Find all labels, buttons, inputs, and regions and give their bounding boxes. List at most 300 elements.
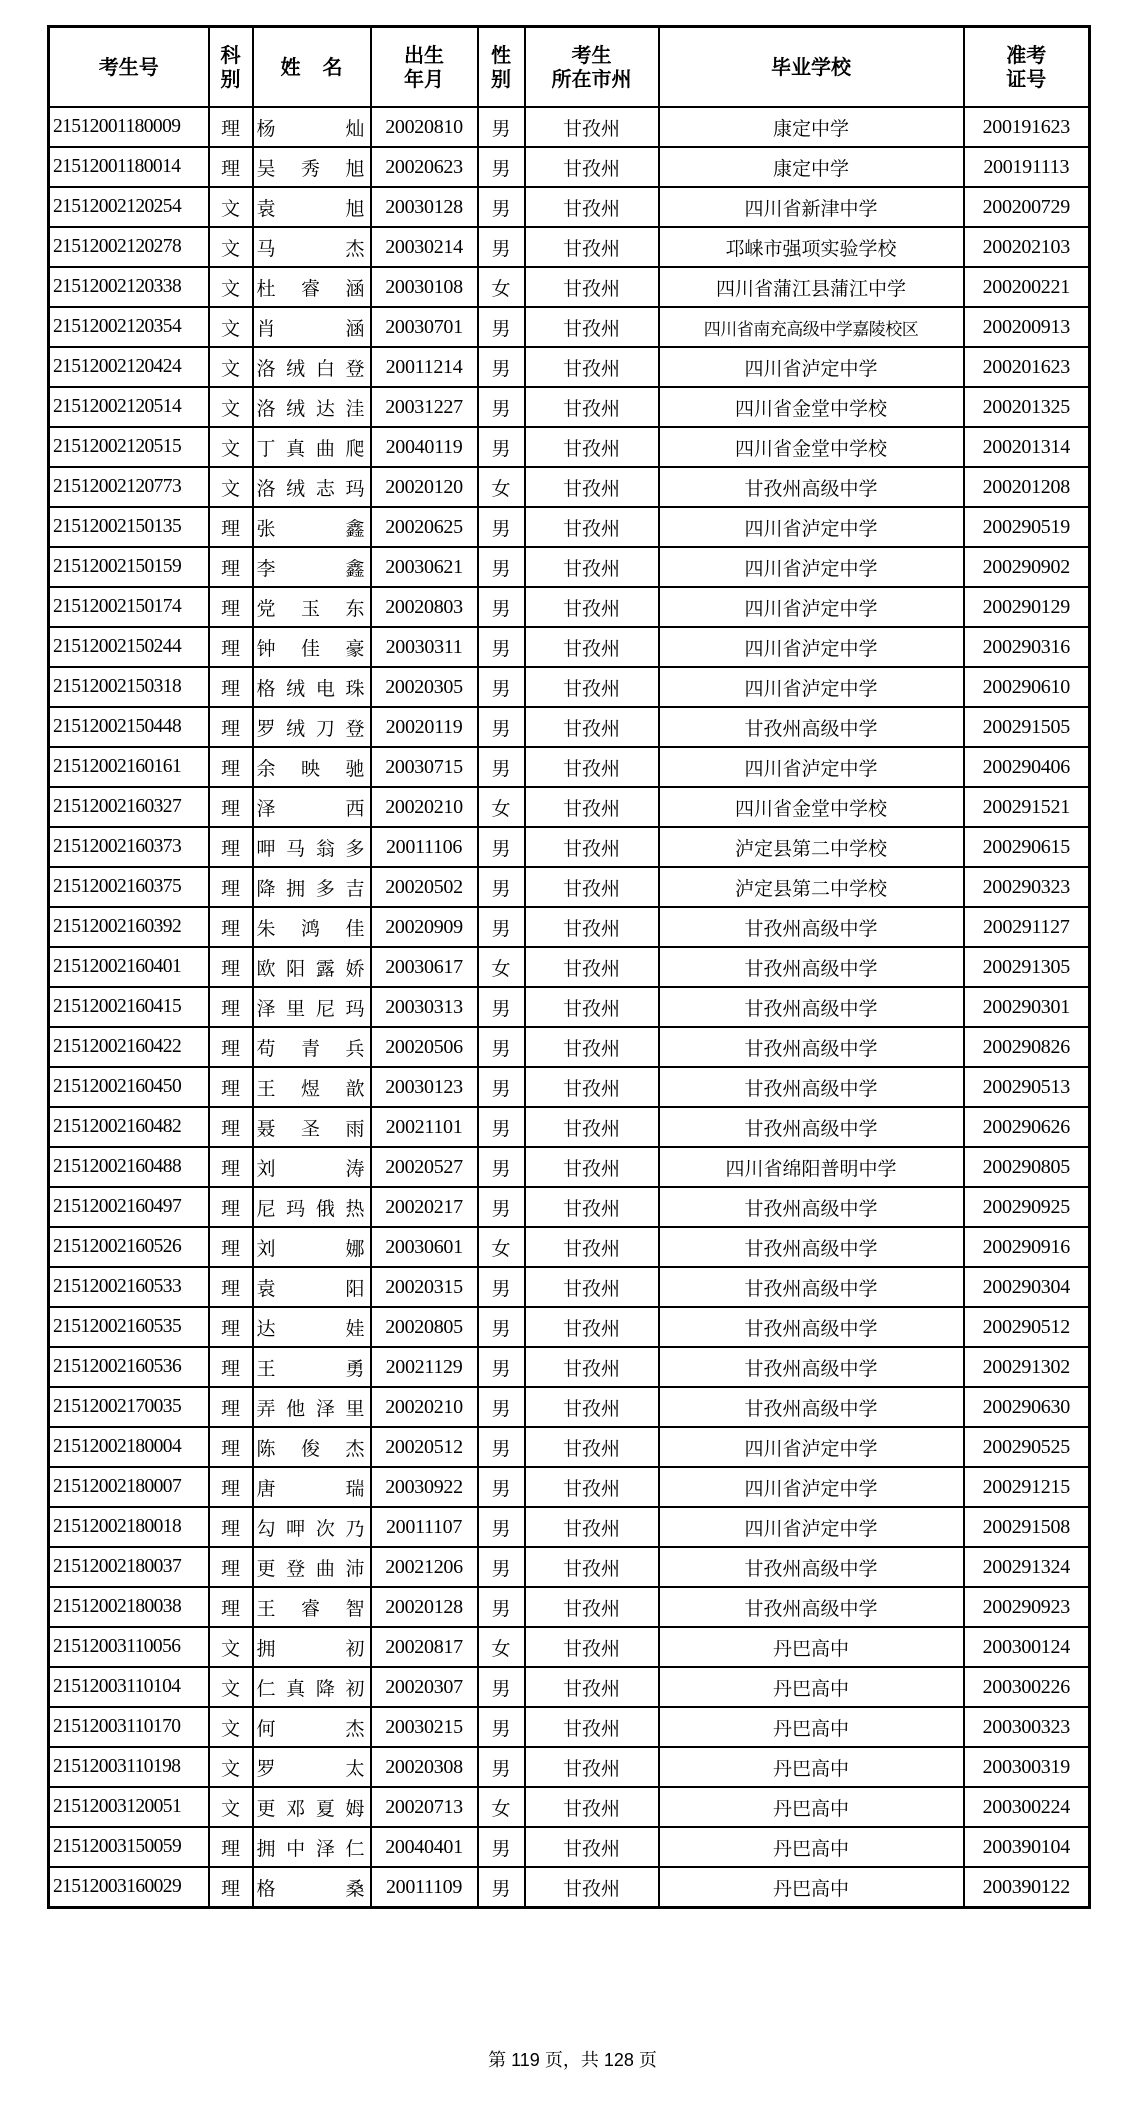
cell-school: 四川省南充高级中学嘉陵校区 xyxy=(659,307,964,347)
cell-admission-no: 200300323 xyxy=(964,1707,1090,1747)
table-row xyxy=(49,1707,1090,1747)
header-subject-text: 科 别 xyxy=(220,43,241,91)
table-row xyxy=(49,547,1090,587)
cell-exam-no: 21512002160375 xyxy=(49,867,209,907)
header-gender-text: 性 别 xyxy=(491,43,511,91)
cell-name: 刘 涛 xyxy=(253,1147,371,1187)
header-birth-text: 出生 年月 xyxy=(404,43,444,91)
cell-name: 罗 绒 刀 登 xyxy=(253,707,371,747)
cell-gender: 女 xyxy=(478,947,525,987)
table-row xyxy=(49,667,1090,707)
cell-exam-no: 21512003110104 xyxy=(49,1667,209,1707)
cell-school: 邛崃市强项实验学校 xyxy=(659,227,964,267)
cell-city: 甘孜州 xyxy=(525,1747,659,1787)
table-row xyxy=(49,867,1090,907)
cell-birth: 20030922 xyxy=(371,1467,478,1507)
cell-admission-no: 200290826 xyxy=(964,1027,1090,1067)
cell-admission-no: 200291305 xyxy=(964,947,1090,987)
cell-name: 王 煜 歆 xyxy=(253,1067,371,1107)
cell-exam-no: 21512003110198 xyxy=(49,1747,209,1787)
cell-exam-no: 21512002160373 xyxy=(49,827,209,867)
cell-city: 甘孜州 xyxy=(525,1107,659,1147)
cell-city: 甘孜州 xyxy=(525,467,659,507)
table-row xyxy=(49,827,1090,867)
cell-school: 四川省新津中学 xyxy=(659,187,964,227)
cell-school: 甘孜州高级中学 xyxy=(659,1107,964,1147)
cell-school: 丹巴高中 xyxy=(659,1747,964,1787)
cell-birth: 20020128 xyxy=(371,1587,478,1627)
cell-admission-no: 200300124 xyxy=(964,1627,1090,1667)
cell-city: 甘孜州 xyxy=(525,1867,659,1908)
cell-gender: 男 xyxy=(478,1147,525,1187)
cell-gender: 女 xyxy=(478,1227,525,1267)
cell-name: 杜 睿 涵 xyxy=(253,267,371,307)
header-gender xyxy=(478,27,525,108)
cell-school: 四川省泸定中学 xyxy=(659,1467,964,1507)
cell-birth: 20040401 xyxy=(371,1827,478,1867)
table-row xyxy=(49,587,1090,627)
cell-subject: 理 xyxy=(209,1107,253,1147)
cell-gender: 男 xyxy=(478,987,525,1027)
cell-city: 甘孜州 xyxy=(525,1267,659,1307)
cell-city: 甘孜州 xyxy=(525,347,659,387)
cell-gender: 男 xyxy=(478,1387,525,1427)
cell-subject: 理 xyxy=(209,707,253,747)
cell-school: 丹巴高中 xyxy=(659,1707,964,1747)
cell-school: 丹巴高中 xyxy=(659,1787,964,1827)
cell-city: 甘孜州 xyxy=(525,507,659,547)
cell-birth: 20020308 xyxy=(371,1747,478,1787)
header-name-text: 姓名 xyxy=(280,55,365,79)
cell-city: 甘孜州 xyxy=(525,987,659,1027)
cell-subject: 理 xyxy=(209,1867,253,1908)
cell-admission-no: 200290615 xyxy=(964,827,1090,867)
cell-city: 甘孜州 xyxy=(525,947,659,987)
cell-subject: 理 xyxy=(209,1387,253,1427)
cell-city: 甘孜州 xyxy=(525,427,659,467)
table-row xyxy=(49,1787,1090,1827)
cell-exam-no: 21512003110170 xyxy=(49,1707,209,1747)
cell-school: 四川省泸定中学 xyxy=(659,1507,964,1547)
cell-name: 更 登 曲 沛 xyxy=(253,1547,371,1587)
table-row xyxy=(49,1307,1090,1347)
cell-school: 四川省金堂中学校 xyxy=(659,427,964,467)
cell-gender: 女 xyxy=(478,467,525,507)
cell-name: 洛 绒 志 玛 xyxy=(253,467,371,507)
cell-admission-no: 200300224 xyxy=(964,1787,1090,1827)
table-row xyxy=(49,1547,1090,1587)
cell-name: 余 映 驰 xyxy=(253,747,371,787)
table-row xyxy=(49,307,1090,347)
table-row xyxy=(49,1027,1090,1067)
cell-exam-no: 21512002160526 xyxy=(49,1227,209,1267)
cell-school: 丹巴高中 xyxy=(659,1627,964,1667)
cell-subject: 理 xyxy=(209,827,253,867)
cell-birth: 20021101 xyxy=(371,1107,478,1147)
cell-subject: 理 xyxy=(209,867,253,907)
cell-name: 马 杰 xyxy=(253,227,371,267)
cell-admission-no: 200290304 xyxy=(964,1267,1090,1307)
cell-city: 甘孜州 xyxy=(525,1067,659,1107)
header-school: 毕业学校 xyxy=(659,27,964,108)
cell-gender: 男 xyxy=(478,1707,525,1747)
cell-birth: 20030715 xyxy=(371,747,478,787)
cell-admission-no: 200290513 xyxy=(964,1067,1090,1107)
table-row xyxy=(49,1347,1090,1387)
cell-birth: 20020623 xyxy=(371,147,478,187)
table-row xyxy=(49,947,1090,987)
cell-gender: 男 xyxy=(478,1107,525,1147)
cell-name: 聂 圣 雨 xyxy=(253,1107,371,1147)
cell-birth: 20020810 xyxy=(371,107,478,147)
cell-name: 肖 涵 xyxy=(253,307,371,347)
cell-birth: 20031227 xyxy=(371,387,478,427)
table-row xyxy=(49,347,1090,387)
cell-city: 甘孜州 xyxy=(525,667,659,707)
cell-subject: 理 xyxy=(209,1467,253,1507)
cell-school: 四川省泸定中学 xyxy=(659,627,964,667)
cell-gender: 男 xyxy=(478,187,525,227)
cell-subject: 理 xyxy=(209,627,253,667)
cell-birth: 20021206 xyxy=(371,1547,478,1587)
cell-birth: 20020119 xyxy=(371,707,478,747)
cell-school: 甘孜州高级中学 xyxy=(659,1067,964,1107)
cell-city: 甘孜州 xyxy=(525,747,659,787)
cell-school: 四川省泸定中学 xyxy=(659,667,964,707)
table-row xyxy=(49,1587,1090,1627)
cell-admission-no: 200291324 xyxy=(964,1547,1090,1587)
cell-city: 甘孜州 xyxy=(525,1427,659,1467)
cell-admission-no: 200291302 xyxy=(964,1347,1090,1387)
cell-city: 甘孜州 xyxy=(525,187,659,227)
cell-gender: 男 xyxy=(478,587,525,627)
header-admission-no-text: 准考 证号 xyxy=(1006,43,1047,91)
header-subject xyxy=(209,27,253,108)
cell-school: 甘孜州高级中学 xyxy=(659,1227,964,1267)
cell-name: 泽 里 尼 玛 xyxy=(253,987,371,1027)
cell-gender: 男 xyxy=(478,1747,525,1787)
cell-subject: 理 xyxy=(209,1587,253,1627)
cell-name: 杨 灿 xyxy=(253,107,371,147)
cell-name: 洛 绒 白 登 xyxy=(253,347,371,387)
cell-exam-no: 21512002150159 xyxy=(49,547,209,587)
cell-birth: 20020506 xyxy=(371,1027,478,1067)
cell-birth: 20030108 xyxy=(371,267,478,307)
cell-admission-no: 200290630 xyxy=(964,1387,1090,1427)
cell-birth: 20030123 xyxy=(371,1067,478,1107)
cell-gender: 男 xyxy=(478,1187,525,1227)
cell-gender: 男 xyxy=(478,1267,525,1307)
cell-exam-no: 21512002160392 xyxy=(49,907,209,947)
cell-gender: 女 xyxy=(478,1787,525,1827)
cell-birth: 20020307 xyxy=(371,1667,478,1707)
table-header-row xyxy=(49,27,1090,108)
table-row xyxy=(49,427,1090,467)
cell-exam-no: 21512003160029 xyxy=(49,1867,209,1908)
cell-exam-no: 21512002160422 xyxy=(49,1027,209,1067)
cell-gender: 男 xyxy=(478,1347,525,1387)
cell-gender: 男 xyxy=(478,1867,525,1908)
cell-city: 甘孜州 xyxy=(525,1787,659,1827)
cell-school: 丹巴高中 xyxy=(659,1667,964,1707)
cell-exam-no: 21512002150244 xyxy=(49,627,209,667)
cell-exam-no: 21512002120514 xyxy=(49,387,209,427)
cell-birth: 20020120 xyxy=(371,467,478,507)
cell-city: 甘孜州 xyxy=(525,1347,659,1387)
cell-name: 洛 绒 达 洼 xyxy=(253,387,371,427)
cell-birth: 20030313 xyxy=(371,987,478,1027)
cell-exam-no: 21512002150135 xyxy=(49,507,209,547)
table-row xyxy=(49,747,1090,787)
header-birth xyxy=(371,27,478,108)
cell-admission-no: 200191623 xyxy=(964,107,1090,147)
cell-school: 四川省金堂中学校 xyxy=(659,387,964,427)
table-row xyxy=(49,1267,1090,1307)
cell-city: 甘孜州 xyxy=(525,227,659,267)
cell-city: 甘孜州 xyxy=(525,1187,659,1227)
cell-school: 甘孜州高级中学 xyxy=(659,1547,964,1587)
table-row xyxy=(49,227,1090,267)
table-row xyxy=(49,267,1090,307)
cell-city: 甘孜州 xyxy=(525,627,659,667)
table-row xyxy=(49,1427,1090,1467)
header-city-text: 考生 所在市州 xyxy=(551,43,632,91)
cell-exam-no: 21512002170035 xyxy=(49,1387,209,1427)
cell-exam-no: 21512003110056 xyxy=(49,1627,209,1667)
cell-admission-no: 200201208 xyxy=(964,467,1090,507)
cell-exam-no: 21512002180018 xyxy=(49,1507,209,1547)
cell-gender: 男 xyxy=(478,867,525,907)
cell-school: 丹巴高中 xyxy=(659,1827,964,1867)
cell-gender: 女 xyxy=(478,787,525,827)
table-row xyxy=(49,1107,1090,1147)
cell-exam-no: 21512002120278 xyxy=(49,227,209,267)
cell-admission-no: 200290626 xyxy=(964,1107,1090,1147)
cell-school: 甘孜州高级中学 xyxy=(659,707,964,747)
cell-exam-no: 21512002160327 xyxy=(49,787,209,827)
cell-admission-no: 200202103 xyxy=(964,227,1090,267)
cell-exam-no: 21512002160533 xyxy=(49,1267,209,1307)
cell-subject: 理 xyxy=(209,147,253,187)
cell-gender: 女 xyxy=(478,267,525,307)
table-row xyxy=(49,107,1090,147)
cell-school: 甘孜州高级中学 xyxy=(659,1387,964,1427)
cell-city: 甘孜州 xyxy=(525,867,659,907)
table-row xyxy=(49,1187,1090,1227)
header-exam-no: 考生号 xyxy=(49,27,209,108)
header-city xyxy=(525,27,659,108)
cell-city: 甘孜州 xyxy=(525,587,659,627)
cell-subject: 文 xyxy=(209,1627,253,1667)
cell-name: 弄 他 泽 里 xyxy=(253,1387,371,1427)
cell-city: 甘孜州 xyxy=(525,1147,659,1187)
cell-birth: 20020315 xyxy=(371,1267,478,1307)
cell-gender: 男 xyxy=(478,1467,525,1507)
cell-gender: 男 xyxy=(478,1667,525,1707)
cell-admission-no: 200201623 xyxy=(964,347,1090,387)
cell-birth: 20020217 xyxy=(371,1187,478,1227)
cell-name: 罗 太 xyxy=(253,1747,371,1787)
cell-subject: 文 xyxy=(209,347,253,387)
cell-subject: 理 xyxy=(209,587,253,627)
cell-exam-no: 21512001180014 xyxy=(49,147,209,187)
cell-admission-no: 200290805 xyxy=(964,1147,1090,1187)
cell-birth: 20020817 xyxy=(371,1627,478,1667)
cell-birth: 20011109 xyxy=(371,1867,478,1908)
cell-exam-no: 21512002150448 xyxy=(49,707,209,747)
table-row xyxy=(49,1147,1090,1187)
cell-exam-no: 21512001180009 xyxy=(49,107,209,147)
cell-subject: 理 xyxy=(209,987,253,1027)
cell-admission-no: 200291505 xyxy=(964,707,1090,747)
table-row xyxy=(49,1067,1090,1107)
cell-subject: 理 xyxy=(209,1267,253,1307)
cell-exam-no: 21512002180007 xyxy=(49,1467,209,1507)
cell-name: 李 鑫 xyxy=(253,547,371,587)
cell-exam-no: 21512002120338 xyxy=(49,267,209,307)
cell-school: 四川省泸定中学 xyxy=(659,347,964,387)
table-row xyxy=(49,187,1090,227)
cell-gender: 男 xyxy=(478,227,525,267)
cell-name: 尼 玛 俄 热 xyxy=(253,1187,371,1227)
cell-birth: 20030617 xyxy=(371,947,478,987)
cell-subject: 理 xyxy=(209,1067,253,1107)
cell-exam-no: 21512002160497 xyxy=(49,1187,209,1227)
cell-name: 袁 旭 xyxy=(253,187,371,227)
cell-school: 甘孜州高级中学 xyxy=(659,1347,964,1387)
cell-gender: 男 xyxy=(478,627,525,667)
cell-city: 甘孜州 xyxy=(525,307,659,347)
cell-subject: 理 xyxy=(209,1027,253,1067)
cell-gender: 男 xyxy=(478,1507,525,1547)
cell-name: 欧 阳 露 娇 xyxy=(253,947,371,987)
cell-city: 甘孜州 xyxy=(525,1627,659,1667)
cell-exam-no: 21512002120254 xyxy=(49,187,209,227)
cell-exam-no: 21512002120354 xyxy=(49,307,209,347)
cell-admission-no: 200201314 xyxy=(964,427,1090,467)
cell-exam-no: 21512002160488 xyxy=(49,1147,209,1187)
cell-admission-no: 200290525 xyxy=(964,1427,1090,1467)
cell-exam-no: 21512002160535 xyxy=(49,1307,209,1347)
cell-birth: 20020713 xyxy=(371,1787,478,1827)
table-row xyxy=(49,467,1090,507)
cell-exam-no: 21512002120515 xyxy=(49,427,209,467)
cell-gender: 男 xyxy=(478,1547,525,1587)
cell-subject: 文 xyxy=(209,467,253,507)
cell-gender: 男 xyxy=(478,707,525,747)
table-row xyxy=(49,1747,1090,1787)
cell-city: 甘孜州 xyxy=(525,1507,659,1547)
cell-subject: 理 xyxy=(209,1547,253,1587)
cell-gender: 男 xyxy=(478,147,525,187)
cell-name: 格 绒 电 珠 xyxy=(253,667,371,707)
cell-birth: 20030621 xyxy=(371,547,478,587)
cell-birth: 20020527 xyxy=(371,1147,478,1187)
cell-birth: 20020803 xyxy=(371,587,478,627)
cell-admission-no: 200291521 xyxy=(964,787,1090,827)
cell-subject: 理 xyxy=(209,747,253,787)
cell-subject: 文 xyxy=(209,267,253,307)
cell-name: 仁 真 降 初 xyxy=(253,1667,371,1707)
cell-exam-no: 21512002120773 xyxy=(49,467,209,507)
cell-exam-no: 21512002180038 xyxy=(49,1587,209,1627)
cell-subject: 理 xyxy=(209,667,253,707)
cell-name: 格 桑 xyxy=(253,1867,371,1908)
cell-city: 甘孜州 xyxy=(525,267,659,307)
cell-city: 甘孜州 xyxy=(525,1467,659,1507)
cell-admission-no: 200290902 xyxy=(964,547,1090,587)
cell-admission-no: 200290316 xyxy=(964,627,1090,667)
cell-gender: 男 xyxy=(478,667,525,707)
cell-gender: 男 xyxy=(478,547,525,587)
cell-school: 四川省泸定中学 xyxy=(659,1427,964,1467)
cell-birth: 20040119 xyxy=(371,427,478,467)
cell-birth: 20011214 xyxy=(371,347,478,387)
cell-school: 甘孜州高级中学 xyxy=(659,1587,964,1627)
cell-name: 拥 中 泽 仁 xyxy=(253,1827,371,1867)
cell-exam-no: 21512003150059 xyxy=(49,1827,209,1867)
cell-birth: 20030701 xyxy=(371,307,478,347)
cell-city: 甘孜州 xyxy=(525,1027,659,1067)
cell-exam-no: 21512002180037 xyxy=(49,1547,209,1587)
cell-gender: 男 xyxy=(478,1027,525,1067)
cell-exam-no: 21512002150174 xyxy=(49,587,209,627)
cell-subject: 理 xyxy=(209,787,253,827)
cell-school: 甘孜州高级中学 xyxy=(659,1307,964,1347)
cell-exam-no: 21512002150318 xyxy=(49,667,209,707)
cell-subject: 理 xyxy=(209,507,253,547)
cell-birth: 20020305 xyxy=(371,667,478,707)
cell-city: 甘孜州 xyxy=(525,387,659,427)
cell-subject: 文 xyxy=(209,387,253,427)
cell-gender: 男 xyxy=(478,1827,525,1867)
cell-name: 王 勇 xyxy=(253,1347,371,1387)
table-row xyxy=(49,1467,1090,1507)
cell-city: 甘孜州 xyxy=(525,1667,659,1707)
cell-admission-no: 200290512 xyxy=(964,1307,1090,1347)
cell-name: 唐 瑞 xyxy=(253,1467,371,1507)
cell-subject: 理 xyxy=(209,1147,253,1187)
cell-school: 丹巴高中 xyxy=(659,1867,964,1908)
cell-subject: 理 xyxy=(209,947,253,987)
cell-birth: 20020210 xyxy=(371,1387,478,1427)
cell-name: 陈 俊 杰 xyxy=(253,1427,371,1467)
table-body xyxy=(49,107,1090,1908)
cell-exam-no: 21512002160401 xyxy=(49,947,209,987)
cell-gender: 男 xyxy=(478,347,525,387)
cell-admission-no: 200291127 xyxy=(964,907,1090,947)
cell-subject: 理 xyxy=(209,1307,253,1347)
cell-subject: 文 xyxy=(209,1787,253,1827)
table-row xyxy=(49,1827,1090,1867)
cell-school: 四川省泸定中学 xyxy=(659,547,964,587)
cell-birth: 20030215 xyxy=(371,1707,478,1747)
cell-city: 甘孜州 xyxy=(525,827,659,867)
cell-subject: 理 xyxy=(209,1427,253,1467)
cell-birth: 20030128 xyxy=(371,187,478,227)
cell-name: 拥 初 xyxy=(253,1627,371,1667)
cell-city: 甘孜州 xyxy=(525,1387,659,1427)
cell-birth: 20021129 xyxy=(371,1347,478,1387)
cell-gender: 男 xyxy=(478,1067,525,1107)
cell-admission-no: 200200221 xyxy=(964,267,1090,307)
cell-gender: 男 xyxy=(478,1587,525,1627)
cell-school: 康定中学 xyxy=(659,147,964,187)
cell-admission-no: 200300319 xyxy=(964,1747,1090,1787)
cell-exam-no: 21512002120424 xyxy=(49,347,209,387)
cell-city: 甘孜州 xyxy=(525,107,659,147)
cell-exam-no: 21512003120051 xyxy=(49,1787,209,1827)
